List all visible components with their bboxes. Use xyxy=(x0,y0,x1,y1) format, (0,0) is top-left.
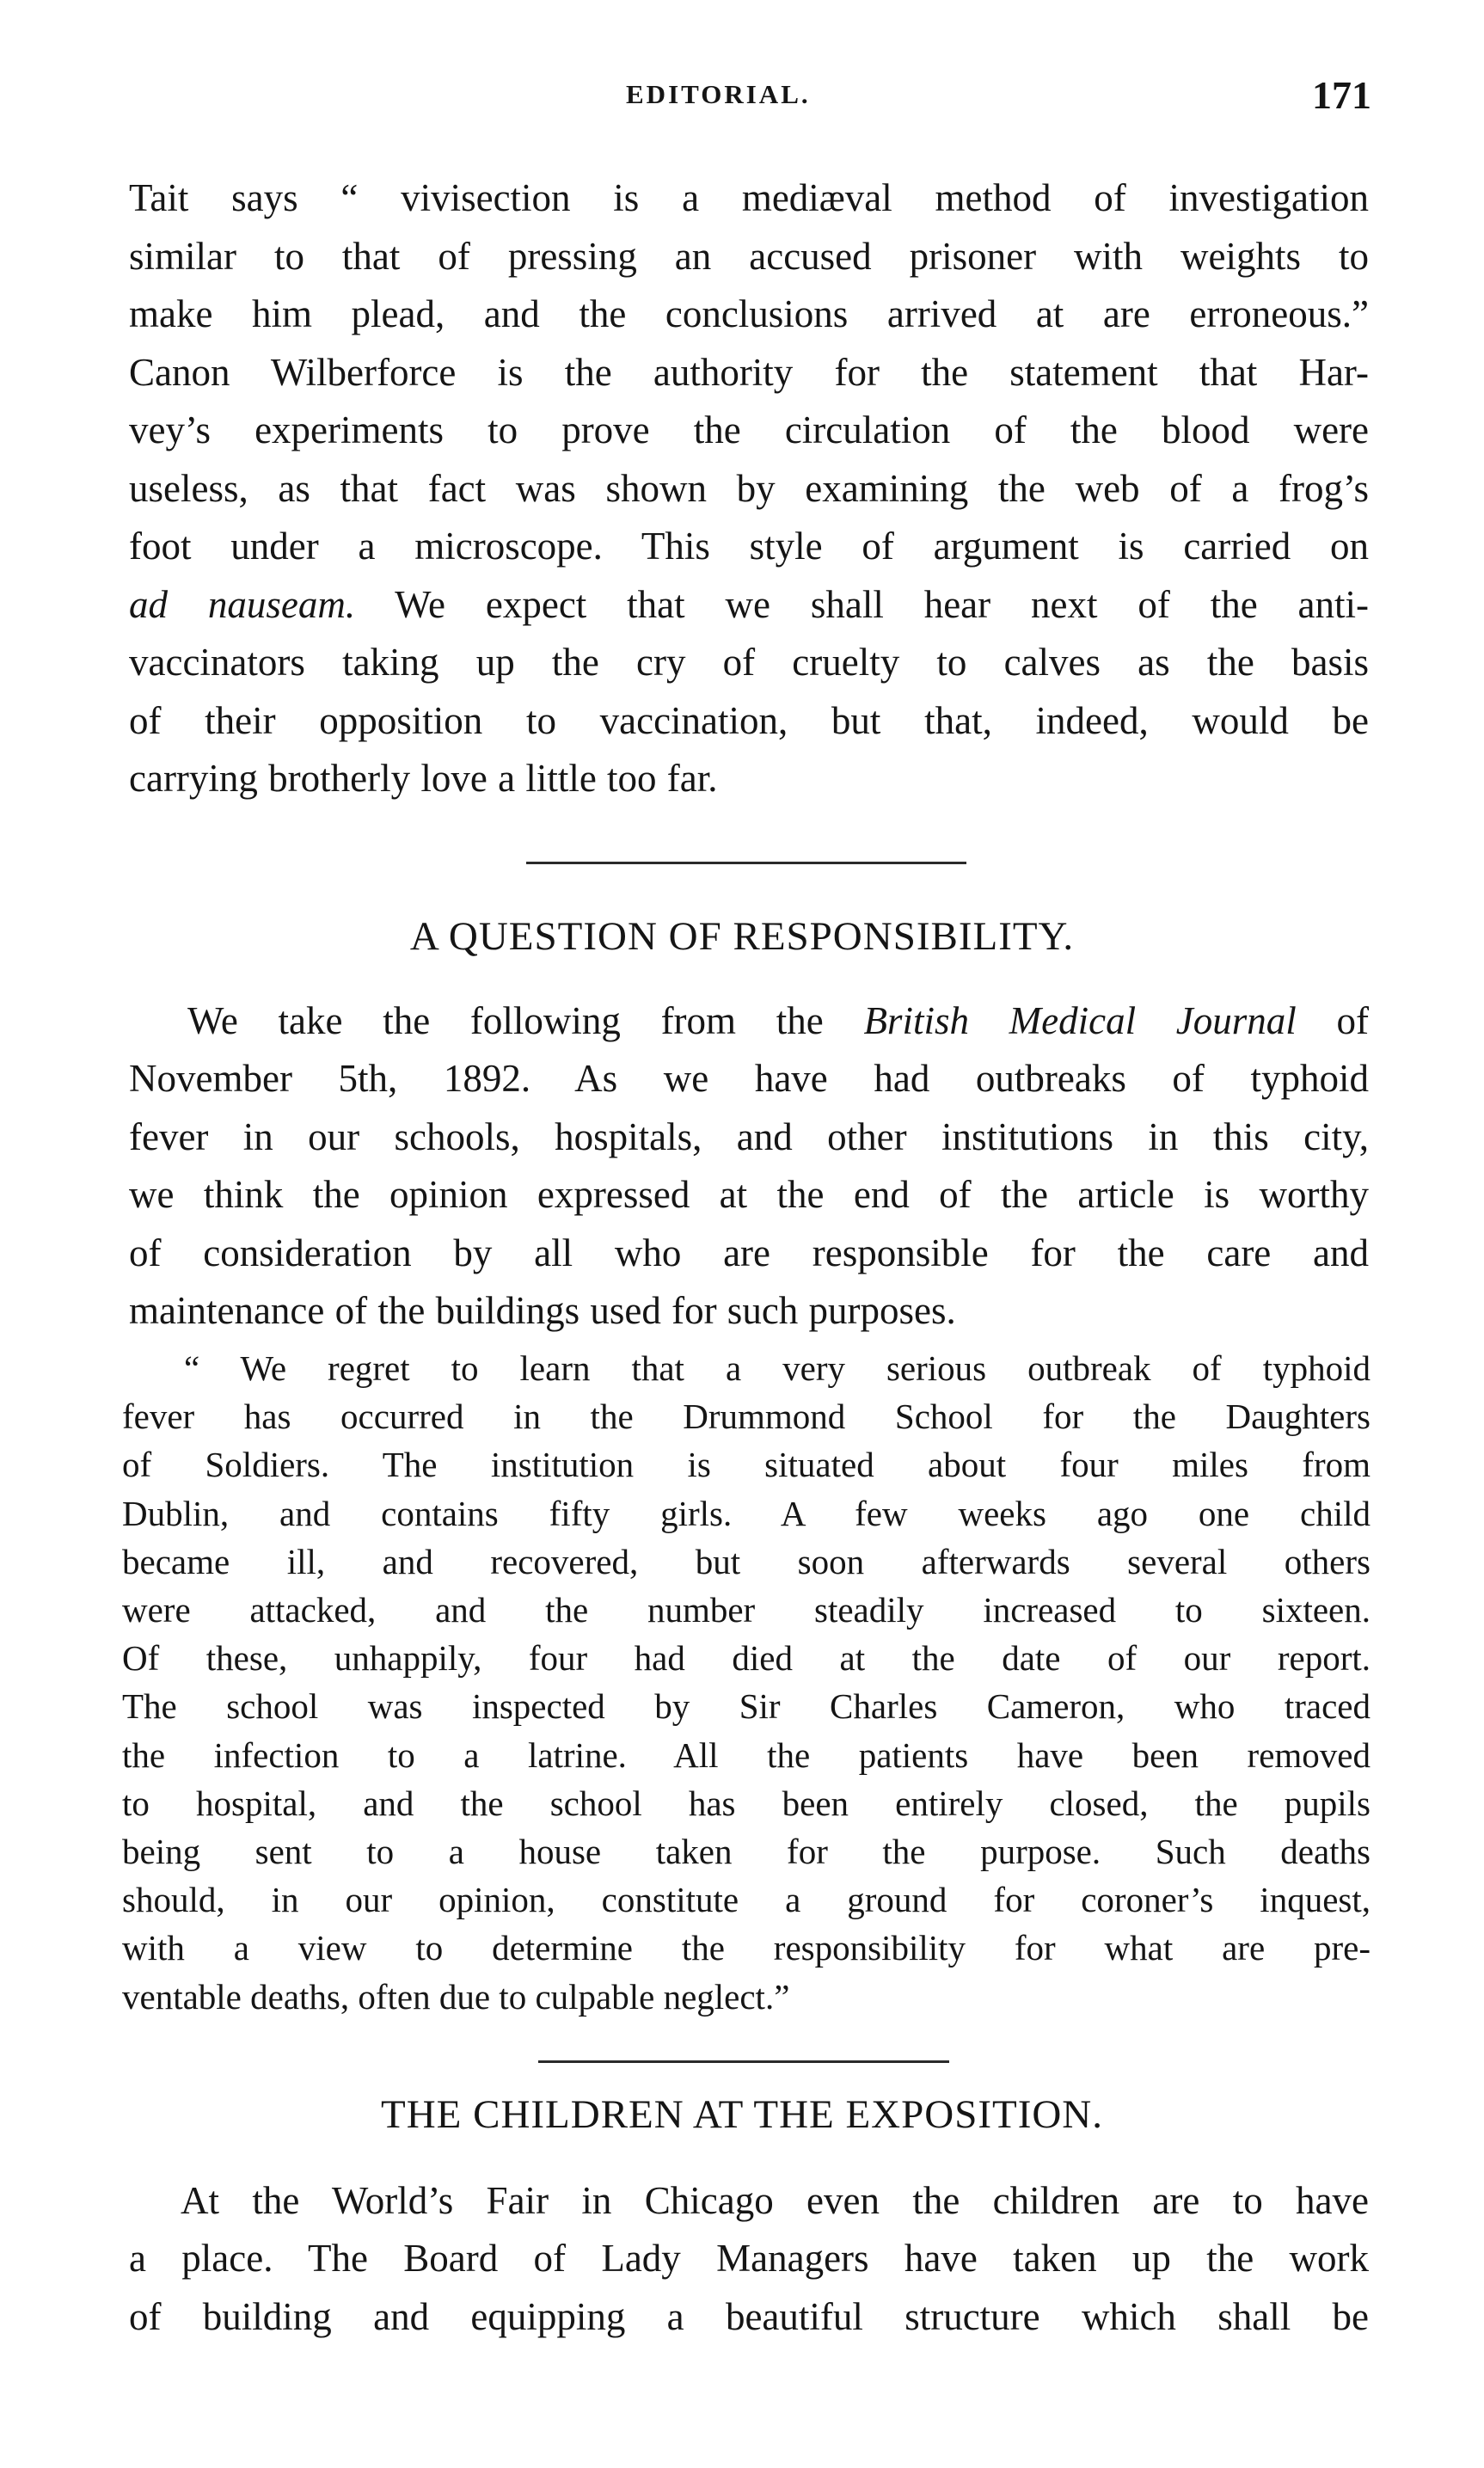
text-line: ventable deaths, often due to culpable neglect.” xyxy=(122,1977,790,2017)
exposition-first-line xyxy=(181,2172,1369,2231)
text-line-mixed xyxy=(129,576,1369,635)
text-line: of building and equipping a beautiful structure which shall be xyxy=(129,2294,1369,2338)
journal-title: British Medical Journal xyxy=(863,999,1297,1042)
running-head xyxy=(0,73,1484,131)
text-line: Of these, unhappily, four had died at the date of our report. xyxy=(122,1638,1371,1679)
responsibility-intro-first-line xyxy=(187,992,1369,1051)
text-line: maintenance of the buildings used for such purposes. xyxy=(129,1289,956,1332)
exposition-paragraph xyxy=(129,2230,1369,2346)
responsibility-intro xyxy=(129,1050,1369,1282)
text-line: make him plead, and the conclusions arrived at are erroneous.” xyxy=(129,292,1369,335)
text-line: to hospital, and the school has been entirely closed, the pupils xyxy=(122,1783,1371,1823)
text-line: Tait says “ vivisection is a mediæval method of investigation xyxy=(129,176,1369,219)
text-line: were attacked, and the number steadily increased to sixteen. xyxy=(122,1590,1371,1630)
text-line: the infection to a latrine. All the patients have been removed xyxy=(122,1734,1371,1775)
text-line: similar to that of pressing an accused prisoner with weights to xyxy=(129,234,1369,278)
intro-paragraph-end xyxy=(129,750,1369,808)
text-line: of consideration by all who are responsible for the care and xyxy=(129,1231,1369,1274)
responsibility-intro-end xyxy=(129,1282,1369,1341)
italic-phrase: ad nauseam. xyxy=(129,582,356,626)
text-line: with a view to determine the responsibility for what are pre- xyxy=(122,1928,1371,1968)
text-fragment: We take the following from the xyxy=(187,999,824,1042)
intro-paragraph xyxy=(129,169,1369,750)
section-heading: A QUESTION OF RESPONSIBILITY. xyxy=(409,914,1075,959)
text-line: At the World’s Fair in Chicago even the children are to have xyxy=(181,2179,1369,2222)
text-line: vaccinators taking up the cry of cruelty to calves as the basis xyxy=(129,641,1369,684)
text-line: became ill, and recovered, but soon afterwards several others xyxy=(122,1541,1371,1581)
text-line: November 5th, 1892. As we have had outbreaks of typhoid xyxy=(129,1057,1369,1100)
text-line: useless, as that fact was shown by examining the web of a frog’s xyxy=(129,466,1369,510)
text-line: Canon Wilberforce is the authority for the statement that Har- xyxy=(129,350,1369,394)
text-line: fever in our schools, hospitals, and other institutions in this city, xyxy=(129,1114,1369,1158)
page-number: 171 xyxy=(1312,73,1371,117)
running-head-title: EDITORIAL. xyxy=(626,79,811,109)
text-fragment: of xyxy=(1336,999,1369,1042)
text-line: should, in our opinion, constitute a ground for coroner’s inquest, xyxy=(122,1880,1371,1920)
text-line: being sent to a house taken for the purpose. Such deaths xyxy=(122,1832,1371,1872)
quoted-article xyxy=(122,1344,1371,1973)
text-line: a place. The Board of Lady Managers have taken up the work xyxy=(129,2237,1369,2280)
text-line: we think the opinion expressed at the end of the article is worthy xyxy=(129,1173,1369,1216)
text-line: of their opposition to vaccination, but that, indeed, would be xyxy=(129,698,1369,742)
section-divider xyxy=(526,862,966,864)
section-divider xyxy=(538,2060,949,2063)
quoted-article-end xyxy=(122,1973,1371,2021)
text-line: of Soldiers. The institution is situated about four miles from xyxy=(122,1445,1371,1485)
text-line: fever has occurred in the Drummond School for the Daughters xyxy=(122,1397,1371,1437)
section-heading: THE CHILDREN AT THE EXPOSITION. xyxy=(381,2092,1103,2137)
text-line: vey’s experiments to prove the circulation of the blood were xyxy=(129,408,1369,451)
text-line-mixed xyxy=(187,992,1369,1051)
text-line: foot under a microscope. This style of argument is carried on xyxy=(129,525,1369,568)
text-fragment: We expect that we shall hear next of the anti- xyxy=(395,582,1370,626)
text-line: “ We regret to learn that a very serious outbreak of typhoid xyxy=(184,1348,1371,1388)
text-line: carrying brotherly love a little too far. xyxy=(129,757,718,800)
text-line: Dublin, and contains fifty girls. A few weeks ago one child xyxy=(122,1493,1371,1533)
text-line: The school was inspected by Sir Charles Cameron, who traced xyxy=(122,1686,1371,1727)
